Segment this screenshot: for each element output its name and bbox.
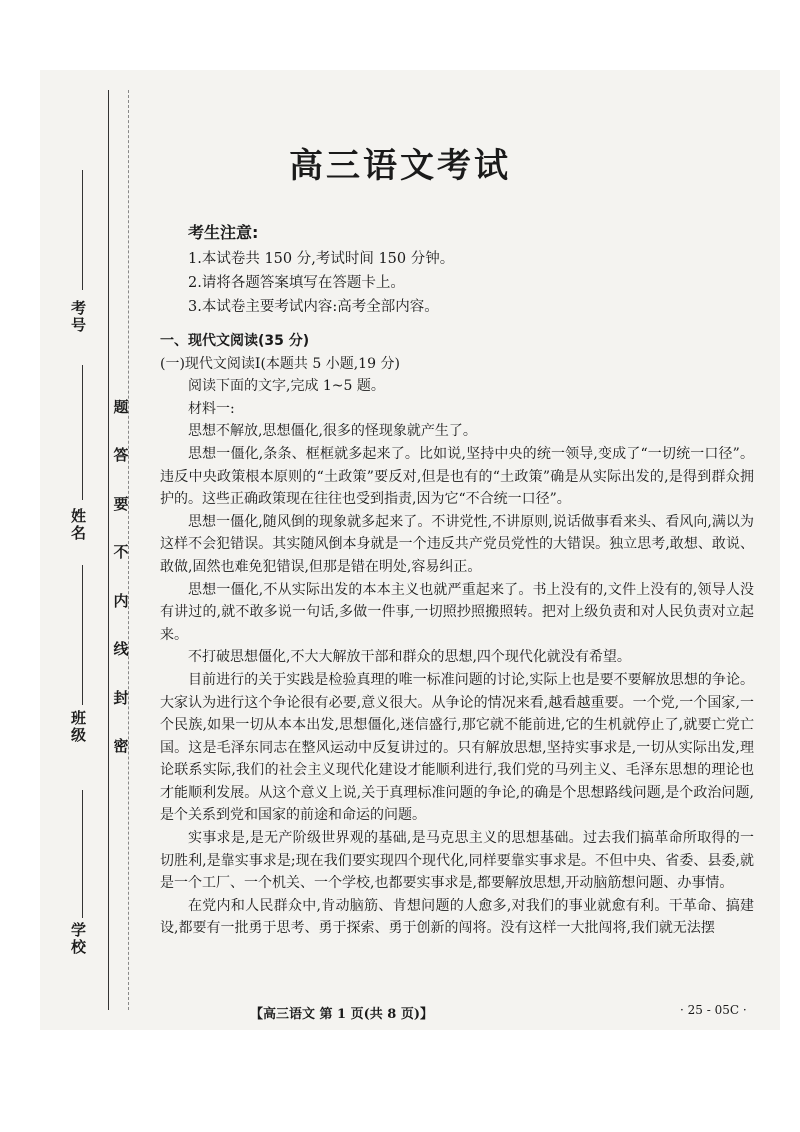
kaohao-fill-line xyxy=(82,170,83,290)
paragraph: 不打破思想僵化,不大大解放干部和群众的思想,四个现代化就没有希望。 xyxy=(188,649,631,666)
paragraph: 思想一僵化,条条、框框就多起来了。比如说,坚持中央的统一领导,变成了“一切统一口径”。违反中央政策根本原则的“土政策”要反对,但是也有的“土政策”确是从实际出发的,是得到群众拥护的。这些正确政策现在往往也受到指责,因为它“不合统一口径”。 xyxy=(160,445,754,508)
binding-line xyxy=(108,90,109,1010)
warn-char: 密 xyxy=(113,736,129,755)
notice-item: 1.本试卷共 150 分,考试时间 150 分钟。 xyxy=(188,251,455,267)
warn-char: 答 xyxy=(113,446,129,465)
paragraph: 目前进行的关于实践是检验真理的唯一标准问题的讨论,实际上也是要不要解放思想的争论。大家认为进行这个争论很有必要,意义很大。从争论的情况来看,越看越重要。一个党,一个国家,一个民族,如果一切从本本出发,思想僵化,迷信盛行,那它就不能前进,它的生机就停止了,就要亡党亡国。这是毛泽东同志在整风运动中反复讲过的。只有解放思想,坚持实事求是,一切从实际出发,理论联系实际,我们的社会主义现代化建设才能顺利进行,我们党的马列主义、毛泽东思想的理论也才能顺利发展。从这个意义上说,关于真理标准问题的争论,的确是个思想路线问题,是个政治问题,是个关系到党和国家的前途和命运的问题。 xyxy=(160,671,754,824)
label-kaohao: 考号 xyxy=(69,300,87,334)
xuexiao-fill-line xyxy=(82,790,83,918)
paragraph: 实事求是,是无产阶级世界观的基础,是马克思主义的思想基础。过去我们搞革命所取得的一切胜利,是靠实事求是;现在我们要实现四个现代化,同样要靠实事求是。不但中央、省委、县委,就是一个工厂、一个机关、一个学校,也都要实事求是,都要解放思想,开动脑筋想问题、办事情。 xyxy=(160,830,754,892)
notice-item: 3.本试卷主要考试内容:高考全部内容。 xyxy=(188,299,439,315)
notice-heading: 考生注意: xyxy=(188,223,259,242)
page-footer: 【高三语文 第 1 页(共 8 页)】 xyxy=(250,1007,434,1022)
reading-content xyxy=(160,330,754,940)
exam-notice xyxy=(188,221,454,319)
instruction: 阅读下面的文字,完成 1~5 题。 xyxy=(188,378,385,395)
warn-char: 题 xyxy=(113,398,129,416)
warn-char: 内 xyxy=(113,591,129,610)
warn-char: 线 xyxy=(113,640,129,659)
banji-fill-line xyxy=(82,565,83,705)
paper-code: · 25 - 05C · xyxy=(680,1003,747,1017)
warn-char: 要 xyxy=(113,494,129,513)
material-label: 材料一: xyxy=(188,400,235,417)
notice-item: 2.请将各题答案填写在答题卡上。 xyxy=(188,275,405,291)
page-title: 高三语文考试 xyxy=(289,146,511,186)
label-xingming: 姓名 xyxy=(69,508,87,542)
paragraph: 思想不解放,思想僵化,很多的怪现象就产生了。 xyxy=(188,423,477,440)
label-banji: 班级 xyxy=(69,710,87,744)
warn-char: 不 xyxy=(113,543,129,562)
label-xuexiao: 学校 xyxy=(69,922,87,956)
warn-char: 封 xyxy=(113,688,129,707)
paragraph: 在党内和人民群众中,肯动脑筋、肯想问题的人愈多,对我们的事业就愈有利。干革命、搞建设,都要有一批勇于思考、勇于探索、勇于创新的闯将。没有这样一大批闯将,我们就无法摆 xyxy=(160,897,754,937)
seal-warning xyxy=(110,396,132,756)
sub-title: (一)现代文阅读Ⅰ(本题共 5 小题,19 分) xyxy=(160,355,400,372)
paragraph: 思想一僵化,随风倒的现象就多起来了。不讲党性,不讲原则,说话做事看来头、看风向,满以为这样不会犯错误。其实随风倒本身就是一个违反共产党员党性的大错误。独立思考,敢想、敢说、敢做,固然也难免犯错误,但那是错在明处,容易纠正。 xyxy=(160,513,754,575)
xingming-fill-line xyxy=(82,365,83,500)
section-title: 一、现代文阅读(35 分) xyxy=(160,333,310,349)
paragraph: 思想一僵化,不从实际出发的本本主义也就严重起来了。书上没有的,文件上没有的,领导人没有讲过的,就不敢多说一句话,多做一件事,一切照抄照搬照转。把对上级负责和对人民负责对立起来。 xyxy=(160,581,754,643)
